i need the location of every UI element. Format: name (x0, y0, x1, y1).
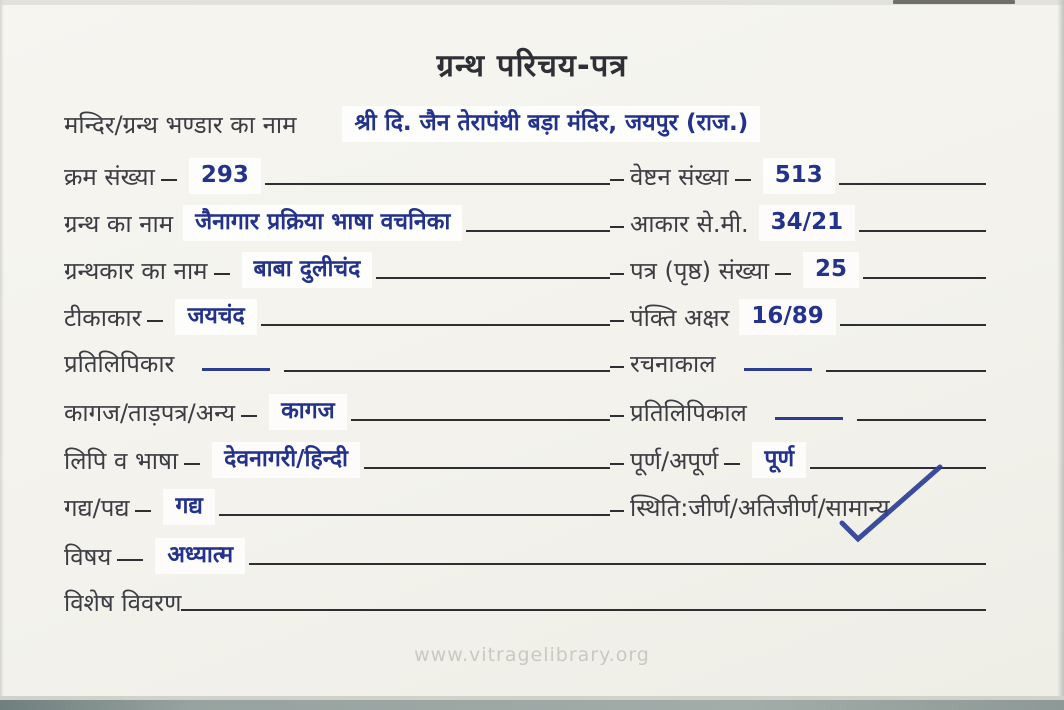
field-special-details (64, 586, 986, 620)
field-special-details-label: विशेष विवरण (64, 589, 182, 617)
field-script-language-value: देवनागरी/हिन्दी (212, 442, 360, 478)
rule-line (466, 230, 610, 232)
field-lines-letters-label: पंक्ति अक्षर (630, 304, 730, 332)
rule-line (181, 609, 986, 611)
rule-segment (610, 273, 624, 275)
rule-line (219, 514, 610, 516)
field-book-name (64, 205, 610, 241)
row-script-complete (64, 442, 986, 478)
rule-segment (610, 226, 624, 228)
field-copy-date-label: प्रतिलिपिकाल (630, 399, 747, 427)
rule-segment (775, 273, 791, 275)
row-bookname-size (64, 205, 986, 241)
field-size-cm (610, 205, 986, 241)
field-size-cm-label: आकार से.मी. (630, 210, 749, 238)
field-copyist-label: प्रतिलिपिकार (64, 350, 175, 378)
field-book-name-label: ग्रन्थ का नाम (64, 210, 174, 238)
rule-segment (147, 320, 163, 322)
field-commentator (64, 299, 610, 335)
scan-edge-left (0, 0, 4, 710)
rule-segment (610, 415, 624, 417)
empty-dash-mark (744, 368, 812, 371)
field-commentator-value: जयचंद (175, 299, 256, 335)
rule-line (376, 277, 610, 279)
empty-dash-mark (775, 417, 843, 420)
rule-segment (161, 179, 177, 181)
rule-line (351, 419, 610, 421)
scan-edge-bottom (0, 700, 1064, 710)
rule-line (364, 467, 610, 469)
field-serial-number (64, 158, 610, 194)
field-prose-verse (64, 489, 610, 525)
field-serial-number-value: 293 (189, 158, 261, 194)
field-bhandar-name-value: श्री दि. जैन तेरापंथी बड़ा मंदिर, जयपुर (राज.) (342, 106, 760, 142)
field-size-cm-value: 34/21 (759, 205, 855, 241)
field-subject-label: विषय (64, 543, 112, 571)
rule-line (249, 563, 986, 565)
rule-line (265, 183, 610, 185)
field-commentator-label: टीकाकार (64, 304, 142, 332)
field-material (64, 394, 610, 430)
rule-line (284, 370, 610, 372)
rule-line (810, 467, 986, 469)
field-page-count-value: 25 (803, 252, 859, 288)
field-condition (610, 491, 986, 525)
field-completeness-value: पूर्ण (752, 442, 806, 478)
field-script-language-label: लिपि व भाषा (64, 447, 179, 475)
rule-line (863, 277, 986, 279)
field-completeness (610, 442, 986, 478)
rule-line (857, 419, 986, 421)
field-composition-date (610, 347, 986, 381)
field-lines-letters (610, 299, 986, 335)
field-author-name-label: ग्रन्थकार का नाम (64, 257, 208, 285)
rule-segment (735, 179, 751, 181)
rule-segment (610, 366, 624, 368)
field-author-name (64, 252, 610, 288)
field-condition-label: स्थिति:जीर्ण/अतिजीर्ण/सामान्य (630, 494, 890, 522)
row-serial-bundle (64, 158, 986, 194)
rule-segment (184, 463, 200, 465)
rule-line (859, 230, 986, 232)
field-bhandar-name (64, 106, 986, 142)
field-bundle-number (610, 158, 986, 194)
row-commentator-lines (64, 299, 986, 335)
field-subject (64, 538, 986, 574)
rule-segment (135, 510, 151, 512)
field-script-language (64, 442, 610, 478)
field-bhandar-name-label: मन्दिर/ग्रन्थ भण्डार का नाम (64, 111, 297, 139)
field-composition-date-label: रचनाकाल (630, 350, 716, 378)
field-bundle-number-value: 513 (763, 158, 835, 194)
field-material-value: कागज (269, 394, 347, 430)
rule-segment (724, 463, 740, 465)
field-subject-value: अध्यात्म (155, 538, 245, 574)
rule-segment (214, 273, 230, 275)
rule-segment (117, 559, 143, 561)
field-copy-date (610, 396, 986, 430)
rule-line (826, 370, 986, 372)
row-copyist-composed (64, 347, 986, 381)
field-bundle-number-label: वेष्टन संख्या (630, 163, 729, 191)
rule-segment (610, 510, 624, 512)
watermark-text: www.vitragelibrary.org (414, 644, 650, 666)
field-prose-verse-value: गद्य (163, 489, 214, 525)
field-lines-letters-value: 16/89 (739, 299, 835, 335)
field-page-count-label: पत्र (पृष्ठ) संख्या (630, 257, 770, 285)
field-page-count (610, 252, 986, 288)
row-author-pages (64, 252, 986, 288)
field-prose-verse-label: गद्य/पद्य (64, 494, 130, 522)
scan-edge-right (1057, 0, 1064, 710)
scan-edge-top-dark (893, 0, 1015, 4)
rule-line (839, 183, 986, 185)
rule-segment (610, 320, 624, 322)
empty-dash-mark (202, 368, 270, 371)
field-author-name-value: बाबा दुलीचंद (242, 252, 373, 288)
page-title: ग्रन्थ परिचय-पत्र (436, 48, 628, 84)
field-completeness-label: पूर्ण/अपूर्ण (630, 447, 719, 475)
rule-segment (610, 179, 624, 181)
row-prose-condition (64, 489, 986, 525)
rule-line (261, 324, 610, 326)
rule-line (840, 324, 986, 326)
field-material-label: कागज/ताड़पत्र/अन्य (64, 399, 236, 427)
rule-segment (610, 463, 624, 465)
rule-segment (241, 415, 257, 417)
row-material-copydate (64, 394, 986, 430)
field-serial-number-label: क्रम संख्या (64, 163, 155, 191)
field-copyist (64, 347, 610, 381)
field-book-name-value: जैनागार प्रक्रिया भाषा वचनिका (183, 205, 462, 241)
